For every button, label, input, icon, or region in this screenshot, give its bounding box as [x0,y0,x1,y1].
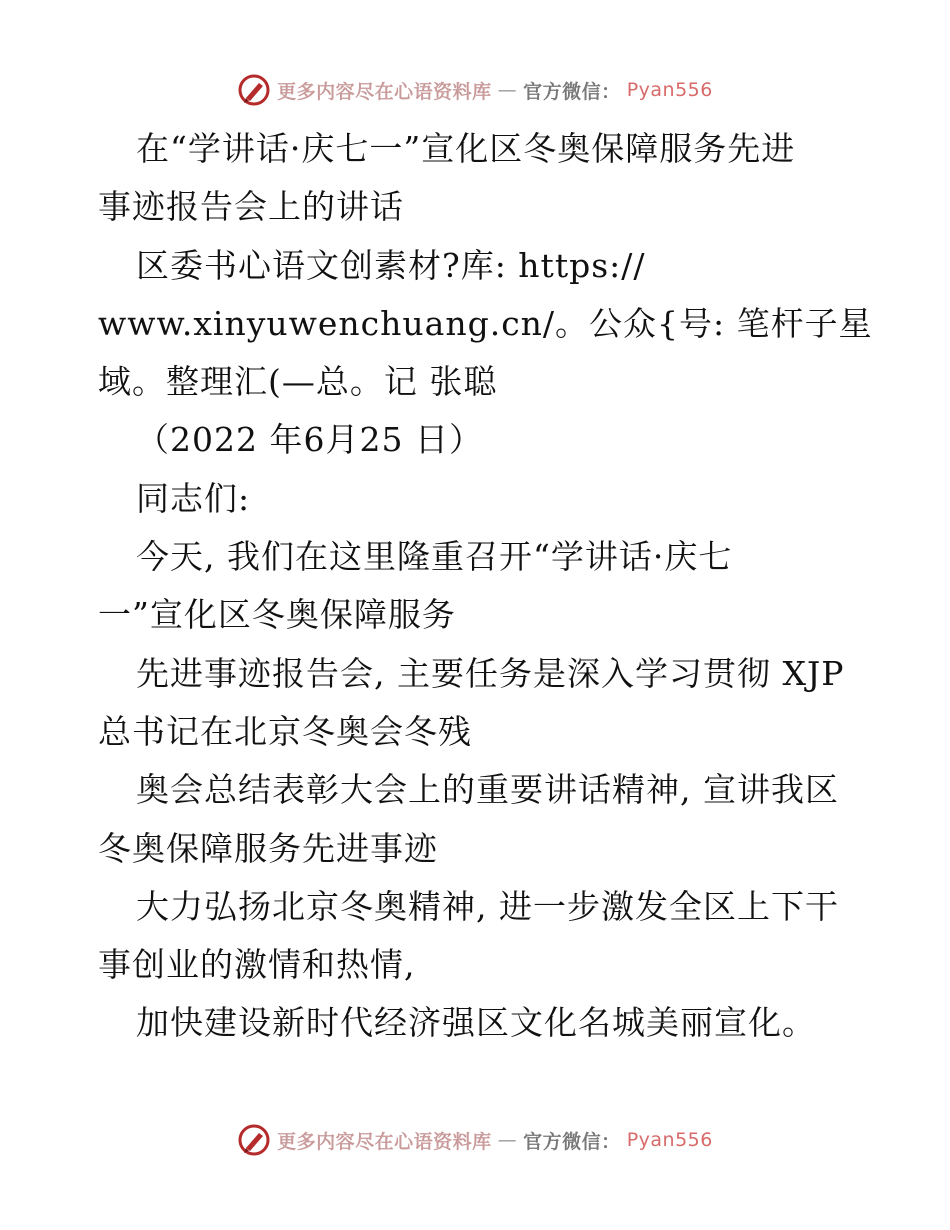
watermark-wechat-id: Pyan556 [626,79,713,101]
date-line: （2022 年6月25 日） [136,420,483,460]
watermark-label: 官方微信： [523,1130,621,1153]
watermark-wechat-id: Pyan556 [626,1129,713,1151]
title-line-1: 在“学讲话·庆七一”宣化区冬奥保障服务先进 [136,129,796,168]
pen-logo-icon [237,1123,271,1157]
watermark-main-text: 更多内容尽在心语资料库 [277,80,492,103]
paragraph-line: 事创业的激情和热情, [98,945,416,985]
paragraph-line: 加快建设新时代经济强区文化名城美丽宣化。 [136,1003,816,1043]
author-line-3: 域。整理汇(—总。记 张聪 [98,362,498,402]
watermark-separator: — [497,79,518,101]
paragraph-line: 今天, 我们在这里隆重召开“学讲话·庆七 [136,537,733,577]
paragraph-line: 一”宣化区冬奥保障服务 [98,595,456,635]
paragraph-line: 奥会总结表彰大会上的重要讲话精神, 宣讲我区 [136,770,839,810]
salutation: 同志们: [136,478,251,518]
watermark-label: 官方微信： [523,80,621,103]
document-body [98,120,873,1053]
author-line-2: www.xinyuwenchuang.cn/。公众{号: 笔杆子星 [98,303,873,343]
watermark-separator: — [497,1129,518,1151]
watermark-footer [0,1120,950,1160]
author-line-1: 区委书心语文创素材?库: https:// [136,245,646,285]
paragraph-line: 总书记在北京冬奥会冬残 [98,711,472,751]
paragraph-line: 先进事迹报告会, 主要任务是深入学习贯彻 XJP [136,653,845,693]
pen-logo-icon [237,73,271,107]
watermark-header [0,70,950,110]
paragraph-line: 冬奥保障服务先进事迹 [98,828,438,868]
watermark-main-text: 更多内容尽在心语资料库 [277,1130,492,1153]
paragraph-line: 大力弘扬北京冬奥精神, 进一步激发全区上下干 [136,886,839,926]
title-line-2: 事迹报告会上的讲话 [98,187,404,227]
